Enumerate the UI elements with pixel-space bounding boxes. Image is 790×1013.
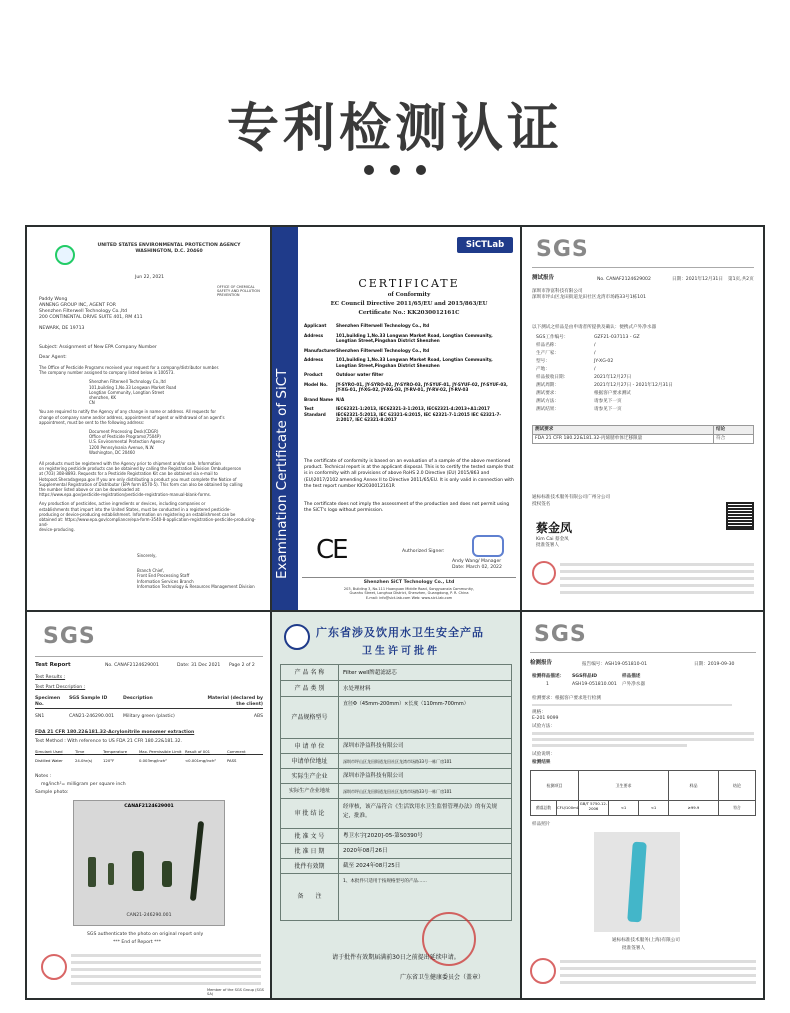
row-label: 实际生产企业地址 [281, 784, 339, 798]
sgs-seal-icon [532, 561, 556, 585]
report-date: Date: 31 Dec 2021 [177, 663, 221, 668]
sgs-logo: SGS [534, 622, 587, 647]
body-line: Hotspoot.Sherada@epa.gov If you are only distributing a product you must complete the Notice of [39, 476, 237, 482]
report-intro: 以下测试之样品是由申请者所提供及确认：便携式户外净水器 [532, 325, 657, 330]
table-cell: <0.001mg/inch² [185, 758, 216, 763]
table-cell: Military green (plastic) [123, 714, 175, 719]
body-line: CN [89, 400, 95, 406]
field-label: 样品接收日期： [536, 375, 569, 380]
table-head [531, 771, 755, 801]
table-header-cell: Temperature [103, 749, 128, 754]
row-label: Address [304, 332, 324, 338]
spec-value: E-201 9099 [532, 716, 559, 721]
dot [390, 165, 400, 175]
field-row [536, 367, 746, 373]
report-title: Test Report [35, 662, 71, 668]
row-value: 水处理材料 [343, 686, 371, 692]
field-label: 样品名称： [536, 343, 559, 348]
table-header-cell: 检测项目 [531, 771, 579, 800]
signed-for: 通标标准技术服务有限公司广州分公司 [532, 495, 611, 500]
table-row [532, 682, 732, 688]
field-row [536, 407, 746, 413]
report-date: 日期：2021年12月31日 [672, 277, 723, 282]
signed-for: 通标标准技术服务(上海)有限公司 [612, 938, 680, 943]
cert-row [304, 372, 514, 378]
table-cell: FDA 21 CFR 180.22&181.32-丙烯腈单体迁移限量 [535, 436, 643, 441]
field-row [536, 343, 746, 349]
table-cell: ABS [253, 714, 263, 719]
report-pages: Page 2 of 2 [229, 663, 255, 668]
sict-stamp-icon [472, 535, 504, 557]
body-line: All products must be registered with the Agency prior to shipment and/or sale. Information [39, 461, 221, 467]
license-row [281, 681, 511, 697]
table-header-cell: Description [123, 696, 153, 701]
dot [364, 165, 374, 175]
table-cell: 0.003mg/inch² [139, 758, 167, 763]
signer-title: 批准签署人 [622, 946, 645, 951]
end-of-report: *** End of Report *** [113, 940, 162, 945]
license-subtitle: 卫生许可批件 [362, 646, 440, 657]
row-value: JY-SYRO-01, JY-SYRO-02, JY-SYRO-03, JY-SYUF-01, JY-SYUF-02, JY-SYUF-03, JY-XG-01, JY-XG-02, JY-XG-03, JY-RV-01, JY-RV-02, JY-RV-03 [336, 381, 508, 392]
license-row [281, 784, 511, 799]
qr-code-icon [726, 502, 754, 530]
signed-for-2: 授权签名 [532, 502, 551, 507]
epa-seal-icon [55, 245, 75, 265]
row-label: Address [304, 357, 324, 362]
report-number: No. CANAF2124629002 [597, 277, 651, 282]
certificate-paragraph: The certificate of conformity is based on an evaluation of a sample of the above mentioned product. Technical report is at the applicant disposal. This is to certify the tested sample that is in conformity with all provisions of above RoHS 2.0 Directive (EU) 2015/863 and (EU)2017/2102 amending Annex II to Directive 2011/65/EU. It is only valid in connection with the test report number KK2030012161R [304, 459, 514, 489]
body-line: 101,building 1,No.33 Longwan Market Road [89, 384, 177, 390]
table-cell: ASH19-051810.001 [572, 682, 617, 687]
row-value: 1、本批件只适用于按规格型号的产品…… [343, 879, 427, 884]
license-row [281, 799, 511, 829]
body-line: Shenzhen Filterwell Technology Co.,ltd [89, 379, 166, 385]
row-value: 101,building 1,No.33 Longwan Market Road, Longtian Community, Longtian Street,Pingshan District Shenzhen [336, 357, 493, 368]
spec-label: 规格： [532, 710, 546, 715]
signer-label: Authorized Signer: [402, 549, 445, 554]
table-row [35, 758, 263, 763]
table-cell: 符合 [713, 435, 753, 443]
row-label: 申 请 单 位 [281, 739, 339, 753]
body-line: shenzhen, KK [89, 395, 117, 401]
table-cell: 120°F [103, 758, 115, 763]
table-cell: ≥99.9 [669, 801, 719, 815]
body-line: 1200 Pennsylvania Avenue, N.W. [89, 444, 155, 450]
cert-row [304, 382, 514, 393]
row-value: IEC62321-1:2013, IEC62321-3-1:2013, IEC62321-4:2013+A1:2017 IEC62321-5:2013, IEC 62321-6:2015, IEC 62321-7-1:2015 IEC 62321-7-2:2017, IEC 62321-8:2017 [336, 406, 502, 422]
report-pages: 第1页,共2页 [728, 277, 754, 282]
addressee-line: ANNENG GROUP INC, AGENT FOR [39, 303, 116, 308]
field-value: 2021年12月27日 [594, 375, 632, 380]
directive: EC Council Directive 2011/65/EU and 2015/863/EU [330, 301, 488, 307]
footer-line: 203, Building 3, No.111 Huanguan Middle Road, Songyuanxia Community, [343, 587, 475, 591]
table-header-cell: 卫生要求 [579, 771, 669, 800]
row-value: 深圳市坪山区龙田街道龙田社区龙湾市场路33号一栋厂房101 [343, 759, 452, 764]
dot [416, 165, 426, 175]
license-title: 广东省涉及饮用水卫生安全产品 [316, 626, 484, 639]
dots-separator [0, 160, 790, 179]
field-row [536, 359, 746, 365]
row-label: 产品规格型号 [281, 697, 339, 738]
legal-footer [530, 958, 756, 992]
table-header-cell: 样品描述 [622, 674, 641, 679]
table-header-cell: 测试要求 [535, 427, 554, 432]
table-header-cell: Simulant Used [35, 749, 63, 754]
legal-footer [532, 561, 754, 605]
table-cell: <1 [639, 801, 669, 815]
agency-city: WASHINGTON, D.C. 20460 [135, 249, 203, 254]
photo-label: 样品照片 [532, 822, 551, 827]
field-label: 型号： [536, 359, 550, 364]
client-name: 深圳市净富科技有限公司 [532, 289, 583, 294]
license-row [281, 665, 511, 681]
license-row [281, 829, 511, 844]
table-header-cell: Comment [227, 749, 246, 754]
filter-part-icon [190, 821, 204, 901]
signoff-line: Information Technology & Resources Management Division [137, 583, 255, 589]
table-cell: GB/T 5750.12-2006 [579, 801, 609, 815]
row-value: Filter well牌超滤滤芯 [343, 670, 397, 676]
sgs-seal-icon [41, 954, 67, 980]
table-header-cell: Material (declared by the client) [207, 696, 263, 707]
side-text [274, 557, 294, 579]
remark-label: 试验说明： [532, 752, 555, 757]
cert-row [304, 397, 514, 403]
field-label: 生产厂家： [536, 351, 559, 356]
addressee-line: Shenzhen Filterwell Technology Co.,ltd [39, 309, 128, 314]
field-row [536, 399, 746, 405]
row-label: 产 品 名 称 [281, 665, 339, 680]
field-row [536, 351, 746, 357]
row-value: Outdoor water filter [336, 372, 384, 377]
addressee-line: NEWARK, DE 19713 [39, 326, 85, 331]
table-cell: SN1 [35, 714, 45, 719]
license-row [281, 844, 511, 859]
body-line: The Office of Pesticide Programs received your request for a company/distributor number. [39, 365, 220, 370]
office-name: OFFICE OF CHEMICAL SAFETY AND POLLUTION PREVENTION [217, 285, 260, 297]
certificate-rows [304, 323, 514, 427]
table-cell: PASS [227, 758, 237, 763]
legal-footer [35, 950, 263, 990]
row-label: 实际生产企业 [281, 769, 339, 783]
field-value: / [594, 343, 596, 348]
sgs-seal-icon [530, 958, 556, 984]
signoff-line: Branch Chief, [137, 568, 164, 574]
row-label: Manufacturer [304, 347, 337, 353]
row-value: 经审核，该产品符合《生活饮用水卫生监督管理办法》的有关规定，批准。 [343, 804, 498, 819]
letter-subject: Subject: Assignment of New EPA Company Number [39, 345, 157, 350]
row-label: 审 批 结 论 [281, 799, 339, 828]
footer-line: Guanhu Street, Longhua District, Shenzhen, Guangdong, P. R. China [349, 591, 469, 596]
field-value: / [594, 351, 596, 356]
table-head [35, 696, 263, 709]
field-value: / [594, 367, 596, 372]
row-value: N/A [336, 396, 345, 402]
addressee-line: Paddy Wong [39, 297, 68, 302]
body-line: change of company name and/or address, appointment of agent or withdrawal of an agent's [39, 414, 225, 420]
license-footer: 请于批件有效期届满前30日之前提出延续申请。 [332, 954, 460, 961]
sample-photo [594, 832, 680, 932]
sict-certificate[interactable] [272, 227, 520, 610]
test-method: Test Method : With reference to US FDA 21 CFR 180.22&181.32. [35, 739, 182, 744]
letter-signoff [137, 553, 267, 589]
photo-caption: CAN21-246290.001 [126, 913, 172, 918]
field-row [536, 375, 746, 381]
table-header-cell: Result of 001 [185, 749, 211, 754]
sict-logo: SiCTLab [457, 237, 513, 253]
table-cell: 菌落总数 [531, 801, 557, 815]
sgs-report-en[interactable] [27, 612, 270, 998]
table-header-cell: 检测样品描述： [532, 674, 565, 679]
field-value: JY-XG-02 [594, 359, 614, 364]
table-head [35, 749, 263, 755]
row-label: Applicant [304, 323, 327, 328]
table-cell: 户外净水器 [622, 682, 645, 687]
test-requirement: 检测要求：根据客户要求进行检测 [532, 696, 601, 701]
table-header-cell: SGS Sample ID [69, 696, 108, 701]
cert-row [304, 357, 514, 368]
license-row [281, 739, 511, 754]
body-line: appointment, must be sent to the following address: [39, 419, 145, 425]
note-line: mg/inch²= milligram per square inch [41, 782, 126, 787]
client-address: 深圳市坪山区龙田街道龙田社区龙湾市场路33号1栋101 [532, 295, 647, 300]
certificate-date: Date: March 02, 2022 [452, 565, 502, 570]
sgs-member: Member of the SGS Group (SGS SA) [207, 988, 264, 996]
table-cell: 符合 [733, 805, 741, 810]
table-cell: <1 [609, 801, 639, 815]
row-label: Product [304, 372, 323, 377]
cert-row [304, 348, 514, 354]
table-header-cell: Time [75, 749, 85, 754]
row-value: 深圳市净益科技有限公司 [343, 743, 404, 749]
certificate-heading: CERTIFICATE [358, 277, 460, 290]
field-row [536, 383, 746, 389]
table-header-cell: 结论 [713, 426, 753, 434]
signoff-line: Information Services Branch [137, 578, 194, 584]
row-label: Brand Name [304, 396, 334, 402]
row-label: 产 品 类 别 [281, 681, 339, 696]
row-value: Shenzhen Filterwell Technology Co., ltd [336, 323, 430, 328]
table-header-cell: SGS样品ID [572, 674, 598, 679]
field-label: 测试周期： [536, 383, 559, 388]
footer-company: Shenzhen SiCT Technology Co., Ltd [363, 580, 455, 585]
body-line: U.S. Environmental Protection Agency [89, 439, 166, 445]
sgs-logo: SGS [536, 237, 589, 262]
notes-label: Notes : [35, 774, 52, 779]
license-row [281, 769, 511, 784]
field-value: 请参见下一页 [594, 399, 622, 404]
sgs-logo: SGS [43, 624, 96, 649]
body-line: Washington, DC 20460 [89, 449, 135, 455]
field-row [536, 335, 746, 341]
result-table [530, 770, 756, 816]
signoff-line: Sincerely, [137, 553, 157, 558]
sample-photo [73, 800, 225, 926]
table-cell: CAN21-246290.001 [69, 714, 115, 719]
ce-mark-icon: CE [316, 535, 347, 565]
results-label: Test Results : [35, 675, 66, 680]
body-line: obtained at: https://www.epa.gov/compliance/epa-form-3540-8-application-registration-pesticide-producing-and- [39, 517, 256, 528]
signer-name: Andy Wang/ Manager [452, 559, 502, 564]
body-line: Office of Pesticide Programs(7504P) [89, 434, 161, 440]
license-row [281, 874, 511, 920]
specimen-table [35, 696, 263, 720]
table-header-cell: 结论 [733, 783, 741, 788]
epa-letter[interactable] [27, 227, 270, 610]
row-label: Model No. [304, 381, 328, 387]
body-line: on registering pesticide products can be obtained by calling the Registration Division Ombudsperson [39, 466, 242, 472]
body-line: the number listed above or can be downloaded at: [39, 487, 141, 493]
row-label: Test Standard [304, 406, 326, 417]
body-line: establishments that import into the United States, must be conducted in a registered pesticide- [39, 506, 231, 512]
filter-part-icon [162, 861, 172, 887]
license-row [281, 859, 511, 874]
certificate-subheading: of Conformity [387, 292, 431, 298]
result-table [35, 749, 263, 763]
license-table [280, 664, 512, 921]
report-title: 测试报告 [532, 275, 555, 281]
table-cell: 1 [546, 682, 549, 687]
footer-line: E-mail: info@sict-lab.com Web: www.sict-lab.com [365, 595, 453, 600]
cert-row [304, 323, 514, 329]
field-label: 产地： [536, 367, 550, 372]
field-label: SGS工作编号： [536, 335, 569, 340]
row-label: 备 注 [281, 874, 339, 920]
result-label: 检测结果 [532, 760, 551, 765]
test-method-label: 试验方法： [532, 724, 555, 729]
photo-title: CANAF2124629001 [124, 804, 174, 809]
row-value: 截至 2024年08月25日 [343, 863, 401, 869]
table-head [533, 426, 753, 434]
letter-date: Jun 22, 2021 [135, 275, 165, 280]
table-row [531, 801, 755, 815]
table-cell: 24.0hr(s) [75, 758, 93, 763]
field-value: 根据客户要求测试 [594, 391, 631, 396]
signer-name: Kim Cai 蔡金凤 [536, 537, 569, 542]
report-fields [536, 335, 746, 413]
row-value: 直径Φ（45mm-200mm）×长度（110mm-700mm） [343, 701, 469, 707]
body-line: device-producing. [39, 527, 75, 533]
report-number: No. CANAF2124629001 [105, 663, 159, 668]
section-title: FDA 21 CFR 180.22&181.32-Acrylonitrile monomer extraction [35, 730, 195, 735]
row-value: 2020年08月26日 [343, 848, 388, 854]
photo-authentication: SGS authenticate the photo on original report only [87, 932, 204, 937]
field-label: 测试方法： [536, 399, 559, 404]
field-label: 测试要求： [536, 391, 559, 396]
row-value: 101,building 1,No.33 Longwan Market Road, Longtian Community, Longtian Street,Pingshan District Shenzhen [336, 332, 493, 343]
certificate-grid [25, 225, 765, 1000]
table-row [533, 434, 753, 443]
filter-part-icon [132, 851, 144, 891]
row-value: Shenzhen Filterwell Technology Co., ltd [336, 347, 430, 353]
result-table [532, 425, 754, 444]
body-line: Longtian Community, Longtian Street [89, 389, 165, 395]
table-head [532, 674, 732, 680]
field-value: GZF21-037113 - GZ [594, 335, 640, 340]
field-row [536, 391, 746, 397]
body-line: Supplemental Registration of Distributor (EPA form 8570-5). This form can also be obtained by calling [39, 481, 243, 487]
cert-row [304, 406, 514, 423]
report-number: 报告编号：ASH19-051810-01 [582, 662, 648, 667]
letter-body [39, 365, 264, 533]
signature: 蔡金凤 [536, 521, 573, 535]
report-date: 日期：2019-09-30 [694, 662, 735, 667]
photo-label: Sample photo: [35, 790, 69, 795]
field-value: 2021年12月27日 - 2021年12月31日 [594, 383, 673, 388]
method-text [532, 732, 754, 747]
field-label: 测试结果： [536, 407, 559, 412]
sgs-report-cn[interactable] [522, 227, 763, 610]
license-row [281, 754, 511, 769]
body-line: Any production of pesticides, active ingredients or devices, including companies or [39, 501, 206, 507]
cert-row [304, 333, 514, 344]
signoff-line: Front End Processing Staff [137, 573, 190, 579]
filter-part-icon [108, 863, 114, 885]
filter-part-icon [88, 857, 96, 887]
page-title: 专利检测认证 [226, 99, 563, 159]
row-value: 深圳市坪山区龙田街道龙田社区龙湾市场路33号一栋厂房101 [343, 789, 452, 794]
row-label: 批 准 文 号 [281, 829, 339, 843]
license-row [281, 697, 511, 739]
body-line: You are required to notify the Agency of any change in name or address. All requests for [39, 409, 216, 415]
certificate-paragraph-2: The certificate does not imply the assessment of the production and does not permit using the SiCT's logo without permission. [304, 502, 510, 514]
sample-table [532, 674, 732, 688]
table-header-cell: 样品 [669, 771, 719, 800]
signer-title: 批准签署人 [536, 543, 559, 548]
table-header-cell: Specimen No. [35, 696, 61, 707]
addressee-block [39, 297, 259, 332]
table-cell: CFU/100mL [557, 801, 579, 815]
body-line: The company number assigned to company listed below is 100573. [39, 370, 175, 376]
field-value: 请参见下一页 [594, 407, 622, 412]
license-issuer: 广东省卫生健康委员会（盖章） [399, 974, 484, 981]
body-line: Document Processing Desk(CDGR) [89, 429, 159, 435]
license-emblem-icon [284, 624, 310, 650]
report-title: 检测报告 [530, 660, 553, 666]
table-header-cell: Max. Permissible Limit [139, 749, 182, 754]
letter-salutation: Dear Agent: [39, 355, 67, 360]
row-label: 批件有效期 [281, 859, 339, 873]
certificate-number: Certificate No.: KK2030012161C [358, 310, 460, 316]
addressee-line: 200 CONTINENTAL DRIVE SUITE 401, RM 411 [39, 315, 143, 320]
row-value: 粤卫水字[2020]-05-第S0390号 [343, 833, 423, 839]
body-line: at (703) 308-8893. Requests for a Pesticide Registration Kit can be obtained via e-mail to [39, 471, 218, 477]
agency-name: UNITED STATES ENVIRONMENTAL PROTECTION AGENCY [97, 243, 241, 248]
sgs-report-cn-2[interactable] [522, 612, 763, 998]
table-row [35, 714, 263, 720]
filter-cartridge-icon [627, 842, 647, 923]
footer-address [302, 587, 516, 600]
row-label: 批 准 日 期 [281, 844, 339, 858]
row-label: 申请单位地址 [281, 754, 339, 768]
table-cell: Distilled Water [35, 758, 63, 763]
health-license[interactable] [272, 612, 520, 998]
body-line: https://www.epa.gov/pesticide-registration/pesticide-registration-manual-blank-forms. [39, 492, 211, 498]
part-label: Test Part Description : [35, 685, 86, 690]
row-value: 深圳市净益科技有限公司 [343, 773, 404, 779]
body-line: producing or device-producing establishment. Information on registering an establishment can be [39, 511, 236, 517]
